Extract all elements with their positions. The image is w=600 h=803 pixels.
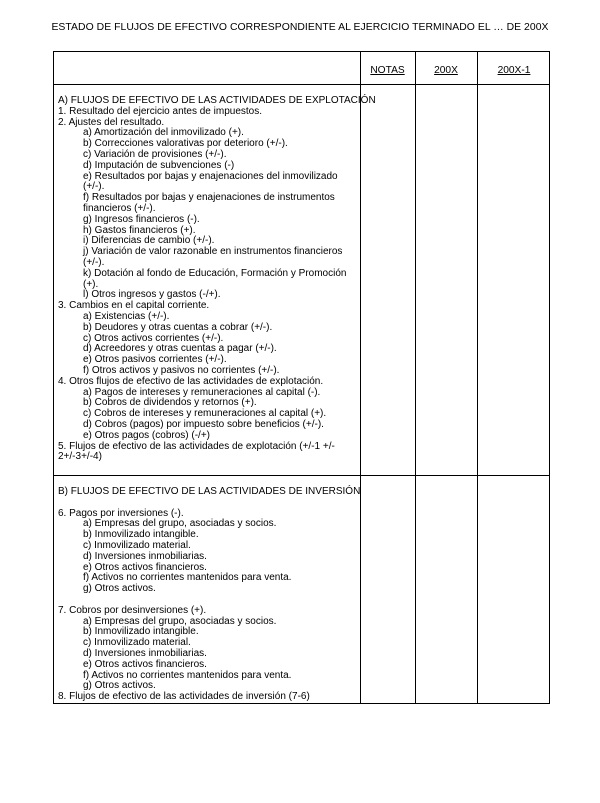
statement-line: A) FLUJOS DE EFECTIVO DE LAS ACTIVIDADES DE EXPLOTACIÓN [58,95,376,106]
statement-line: d) Acreedores y otras cuentas a pagar (+/-). [83,343,277,355]
statement-line: a) Amortización del inmovilizado (+). [83,127,244,139]
statement-line: c) Otros activos corrientes (+/-). [83,332,224,344]
statement-line: c) Variación de provisiones (+/-). [83,148,227,160]
column-divider-prev-year [477,52,478,703]
section-a-operating-activities [58,95,376,463]
statement-line: (+/-). [83,256,105,268]
statement-line: j) Variación de valor razonable en instrumentos financieros [83,246,343,258]
statement-line: e) Otros activos financieros. [83,658,207,670]
statement-line: e) Otros pasivos corrientes (+/-). [83,354,227,366]
statement-line: h) Gastos financieros (+). [83,224,196,236]
statement-line: a) Pagos de intereses y remuneraciones al capital (-). [83,386,321,398]
statement-line: (+). [83,278,99,290]
statement-line: b) Correcciones valorativas por deterioro (+/-). [83,138,288,150]
statement-line: b) Inmovilizado intangible. [83,529,199,541]
header-divider [54,84,549,85]
statement-line: 3. Cambios en el capital corriente. [58,300,210,312]
section-divider [54,475,549,476]
statement-line: 8. Flujos de efectivo de las actividades de inversión (7-6) [58,691,310,703]
blank-line [58,498,363,509]
statement-line: g) Otros activos. [83,583,156,595]
statement-line: d) Inversiones inmobiliarias. [83,550,207,562]
statement-line: g) Otros activos. [83,680,156,692]
statement-line: i) Diferencias de cambio (+/-). [83,235,215,247]
statement-line: c) Inmovilizado material. [83,637,191,649]
document-title: ESTADO DE FLUJOS DE EFECTIVO CORRESPONDIENTE AL EJERCICIO TERMINADO EL … DE 200X [51,22,549,33]
statement-line: l) Otros ingresos y gastos (-/+). [83,289,221,301]
section-b-investing-activities [58,487,363,703]
statement-line: d) Imputación de subvenciones (-) [83,159,235,171]
statement-line: a) Empresas del grupo, asociadas y socios. [83,518,277,530]
statement-line: e) Otros pagos (cobros) (-/+) [83,429,210,441]
statement-line: g) Ingresos financieros (-). [83,213,200,225]
statement-line: f) Otros activos y pasivos no corrientes (+/-). [83,364,280,376]
header-year: 200X [434,65,458,76]
statement-line: f) Activos no corrientes mantenidos para venta. [83,572,292,584]
statement-line: 5. Flujos de efectivo de las actividades de explotación (+/-1 +/- [58,440,335,452]
column-divider-year [415,52,416,703]
statement-line: 1. Resultado del ejercicio antes de impuestos. [58,105,263,117]
statement-line: 4. Otros flujos de efectivo de las actividades de explotación. [58,375,324,387]
statement-line: B) FLUJOS DE EFECTIVO DE LAS ACTIVIDADES DE INVERSIÓN [58,486,361,497]
statement-line: d) Inversiones inmobiliarias. [83,647,207,659]
statement-line: (+/-). [83,181,105,193]
statement-line: e) Resultados por bajas y enajenaciones del inmovilizado [83,170,338,182]
statement-line: a) Empresas del grupo, asociadas y socios. [83,615,277,627]
statement-line: a) Existencias (+/-). [83,310,170,322]
statement-line: c) Inmovilizado material. [83,539,191,551]
statement-line: b) Inmovilizado intangible. [83,626,199,638]
statement-line: e) Otros activos financieros. [83,561,207,573]
statement-line: financieros (+/-). [83,202,156,214]
statement-line: b) Cobros de dividendos y retornos (+). [83,397,257,409]
statement-line: k) Dotación al fondo de Educación, Formación y Promoción [83,267,347,279]
statement-line: f) Activos no corrientes mantenidos para venta. [83,669,292,681]
header-notas: NOTAS [370,65,405,76]
statement-line: d) Cobros (pagos) por impuesto sobre beneficios (+/-). [83,418,324,430]
header-prev-year: 200X-1 [497,65,531,76]
statement-line: 2. Ajustes del resultado. [58,116,165,128]
statement-line: f) Resultados por bajas y enajenaciones de instrumentos [83,192,335,204]
statement-line: 6. Pagos por inversiones (-). [58,507,184,519]
statement-line: c) Cobros de intereses y remuneraciones al capital (+). [83,408,327,420]
cash-flow-table [53,51,550,704]
statement-line: b) Deudores y otras cuentas a cobrar (+/-). [83,321,273,333]
statement-line: 2+/-3+/-4) [58,451,102,463]
statement-line: 7. Cobros por desinversiones (+). [58,604,207,616]
